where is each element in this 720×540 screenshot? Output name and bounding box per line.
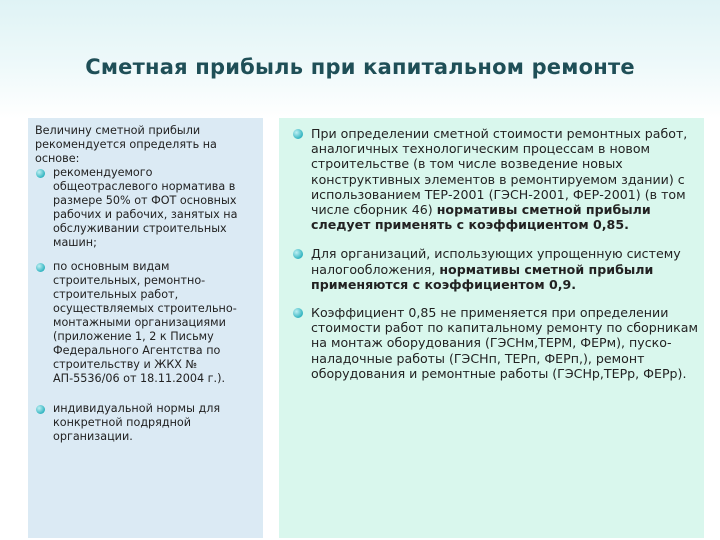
left-list-item bbox=[35, 402, 257, 444]
left-list-item bbox=[35, 260, 257, 386]
right-item-bold-text: нормативы сметной прибыли применяются с коэффициентом 0,9. bbox=[311, 261, 654, 292]
left-text-panel bbox=[28, 118, 263, 538]
left-intro-text: Величину сметной прибыли рекомендуется определять на основе: bbox=[35, 124, 217, 165]
left-bullet-list bbox=[35, 166, 257, 444]
bullet-icon bbox=[293, 129, 303, 139]
right-item-text: Коэффициент 0,85 не применяется при определении стоимости работ по капитальному ремонту по сборникам на монтаж оборудования (ГЭСНм,ТЕРМ, ФЕРм), пуско-наладочные работы (ГЭСНп, ТЕРп, ФЕРп,), ремонт оборудования и ремонтные работы (ГЭСНр,ТЕРр, ФЕРр). bbox=[311, 305, 698, 381]
bullet-icon bbox=[293, 308, 303, 318]
right-bullet-list bbox=[289, 126, 698, 381]
left-list-item bbox=[35, 166, 257, 250]
right-list-item bbox=[289, 126, 698, 232]
right-list-item bbox=[289, 246, 698, 292]
right-item-text: При определении сметной стоимости ремонтных работ, аналогичных технологическим процессам в новом строительстве (в том числе возведение новых конструктивных элементов в ремонтируемом здании) с использованием ТЕР-2001 (ГЭСН-2001, ФЕР-2001) (в том числе сборник 46) bbox=[311, 126, 688, 218]
left-item-text: индивидуальной нормы для конкретной подрядной организации. bbox=[53, 402, 221, 443]
right-list-item bbox=[289, 305, 698, 381]
right-text-panel bbox=[279, 118, 704, 538]
bullet-icon bbox=[36, 405, 45, 414]
bullet-icon bbox=[36, 169, 45, 178]
left-item-text: рекомендуемого общеотраслевого норматива в размере 50% от ФОТ основных рабочих и рабочих, занятых на обслуживании строительных машин; bbox=[53, 166, 238, 249]
right-item-text: Для организаций, использующих упрощенную систему налогообложения, bbox=[311, 246, 681, 277]
left-item-text: по основным видам строительных, ремонтно-строительных работ, осуществляемых строительно-монтажными организациями (приложение 1, 2 к Письму Федерального Агентства по строительству и ЖКХ № АП-5536/06 от 18.11.2004 г.). bbox=[53, 260, 237, 385]
slide-title: Сметная прибыль при капитальном ремонте bbox=[85, 55, 635, 79]
right-item-bold-text: нормативы сметной прибыли следует применять с коэффициентом 0,85. bbox=[311, 202, 651, 233]
bullet-icon bbox=[293, 249, 303, 259]
bullet-icon bbox=[36, 263, 45, 272]
